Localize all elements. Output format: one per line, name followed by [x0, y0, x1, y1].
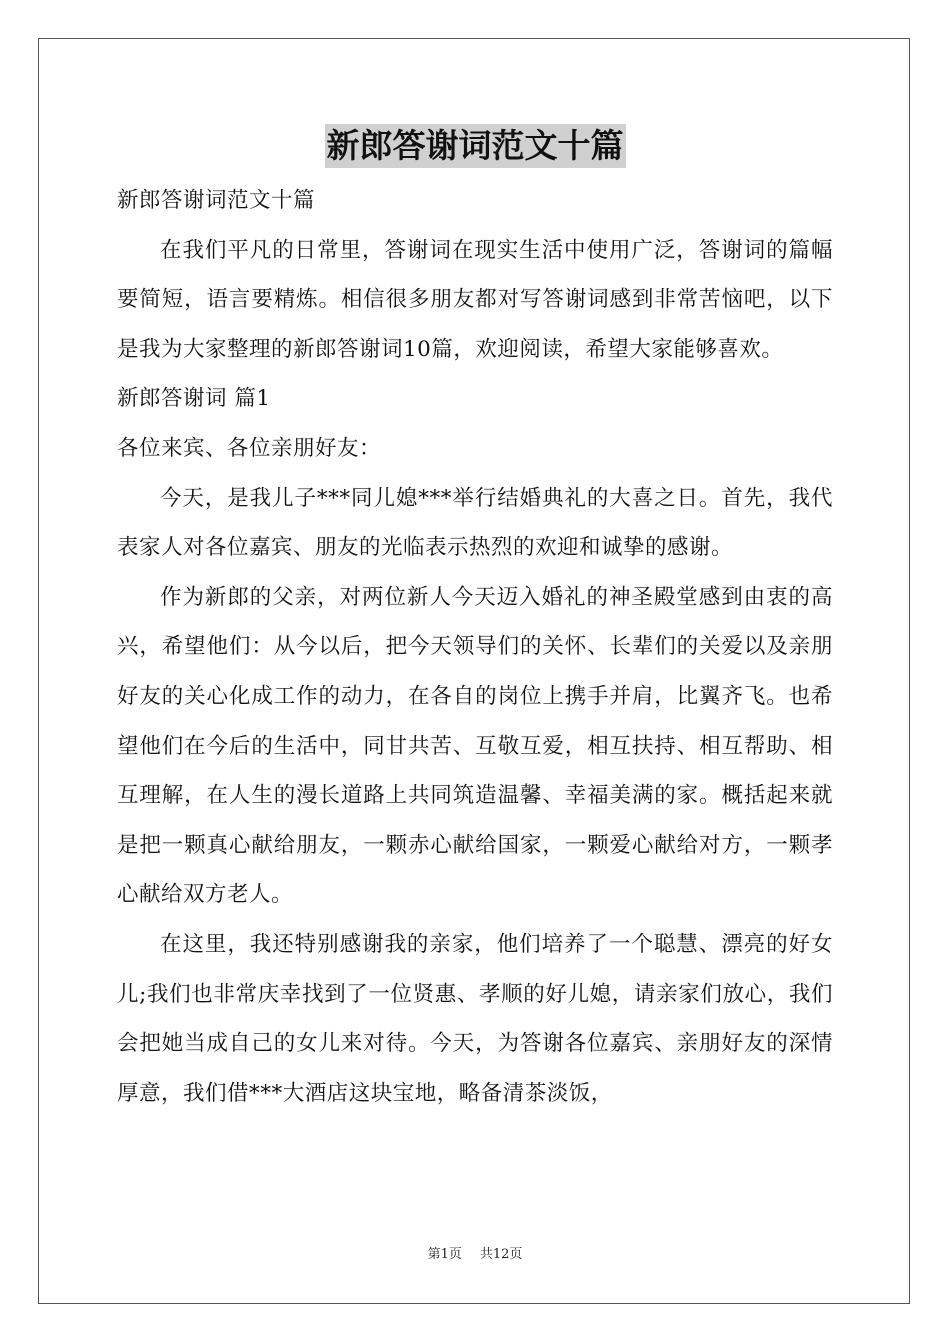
page-number: 第1页 [427, 1247, 462, 1262]
salutation: 各位来宾、各位亲朋好友： [117, 435, 382, 461]
page-total: 共12页 [479, 1247, 523, 1262]
page-footer [0, 1246, 950, 1264]
body-paragraph: 今天，是我儿子***同儿媳***举行结婚典礼的大喜之日。首先，我代表家人对各位嘉宾、朋友的光临表示热烈的欢迎和诚挚的感谢。 [117, 485, 833, 561]
intro-paragraph: 在我们平凡的日常里，答谢词在现实生活中使用广泛，答谢词的篇幅要简短，语言要精炼。相信很多朋友都对写答谢词感到非常苦恼吧，以下是我为大家整理的新郎答谢词10篇，欢迎阅读，希望大家能够喜欢。 [117, 237, 833, 362]
document-title: 新郎答谢词范文十篇 [325, 124, 626, 168]
body-paragraph: 在这里，我还特别感谢我的亲家，他们培养了一个聪慧、漂亮的好女儿;我们也非常庆幸找到了一位贤惠、孝顺的好儿媳，请亲家们放心，我们会把她当成自己的女儿来对待。今天，为答谢各位嘉宾、亲朋好友的深情厚意，我们借***大酒店这块宝地，略备清茶淡饭， [117, 931, 833, 1106]
section-heading: 新郎答谢词 篇1 [117, 386, 271, 412]
document-body [117, 176, 833, 1118]
document-subtitle: 新郎答谢词范文十篇 [117, 188, 316, 213]
title-container [0, 124, 950, 168]
body-paragraph: 作为新郎的父亲，对两位新人今天迈入婚礼的神圣殿堂感到由衷的高兴，希望他们：从今以后，把今天领导们的关怀、长辈们的关爱以及亲朋好友的关心化成工作的动力，在各自的岗位上携手并肩，比翼齐飞。也希望他们在今后的生活中，同甘共苦、互敬互爱，相互扶持、相互帮助、相互理解，在人生的漫长道路上共同筑造温馨、幸福美满的家。概括起来就是把一颗真心献给朋友，一颗赤心献给国家，一颗爱心献给对方，一颗孝心献给双方老人。 [117, 584, 833, 908]
